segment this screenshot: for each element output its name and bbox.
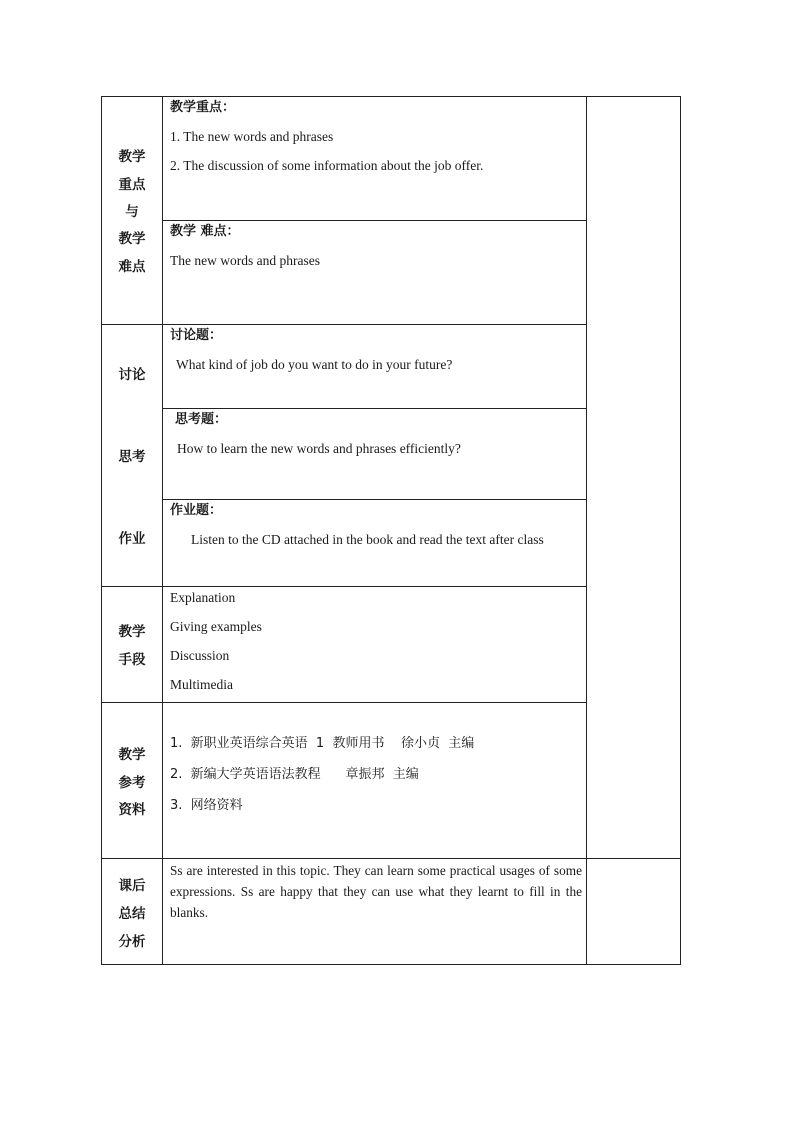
method-item: Multimedia <box>170 677 233 692</box>
row-label-line: 教学 <box>118 231 146 247</box>
row-label-line: 教学 <box>118 624 146 640</box>
row-label-line: 手段 <box>118 652 146 668</box>
row-divider <box>162 220 586 221</box>
thinking-heading: 思考题： <box>175 412 228 427</box>
difficult-points-heading: 教学 难点： <box>170 224 240 239</box>
row-label-line: 参考 <box>118 775 146 791</box>
row-label-line: 教学 <box>118 149 146 165</box>
method-item: Explanation <box>170 590 236 605</box>
row-divider <box>101 858 681 859</box>
reference-item: 3. 网络资料 <box>170 798 243 813</box>
row-label-thinking: 思考 <box>118 449 146 465</box>
row-label-homework: 作业 <box>118 531 146 547</box>
discussion-heading: 讨论题： <box>170 328 223 343</box>
key-points-heading: 教学重点： <box>170 100 236 115</box>
thinking-question: How to learn the new words and phrases efficiently? <box>177 441 461 456</box>
method-item: Discussion <box>170 648 230 663</box>
row-divider <box>101 586 586 587</box>
column-divider-right <box>586 96 587 965</box>
row-label-line: 教学 <box>118 747 146 763</box>
row-divider <box>162 408 586 409</box>
row-label-line: 重点 <box>118 177 146 193</box>
row-divider <box>162 499 586 500</box>
homework-heading: 作业题： <box>170 503 223 518</box>
row-label-line: 课后 <box>118 878 146 894</box>
key-point-item: 2. The discussion of some information about the job offer. <box>170 158 484 173</box>
row-divider <box>101 702 586 703</box>
reference-item: 2. 新编大学英语语法教程 章振邦 主编 <box>170 767 419 782</box>
row-divider <box>101 324 586 325</box>
row-label-line: 难点 <box>118 259 146 275</box>
row-label-discussion: 讨论 <box>118 367 146 383</box>
difficult-point-text: The new words and phrases <box>170 253 320 268</box>
method-item: Giving examples <box>170 619 262 634</box>
column-divider-left <box>162 96 163 965</box>
row-label-line: 资料 <box>118 802 146 818</box>
discussion-question: What kind of job do you want to do in your future? <box>176 357 453 372</box>
row-label-line: 分析 <box>118 934 146 950</box>
key-point-item: 1. The new words and phrases <box>170 129 334 144</box>
homework-task: Listen to the CD attached in the book and read the text after class <box>191 532 544 547</box>
row-label-line: 与 <box>125 204 139 220</box>
summary-text: Ss are interested in this topic. They can learn some practical usages of some expressions. Ss are happy that they can use what they learnt to fill in the blanks. <box>170 863 582 920</box>
reference-item: 1. 新职业英语综合英语 1 教师用书 徐小贞 主编 <box>170 736 475 751</box>
row-label-line: 总结 <box>118 906 146 922</box>
